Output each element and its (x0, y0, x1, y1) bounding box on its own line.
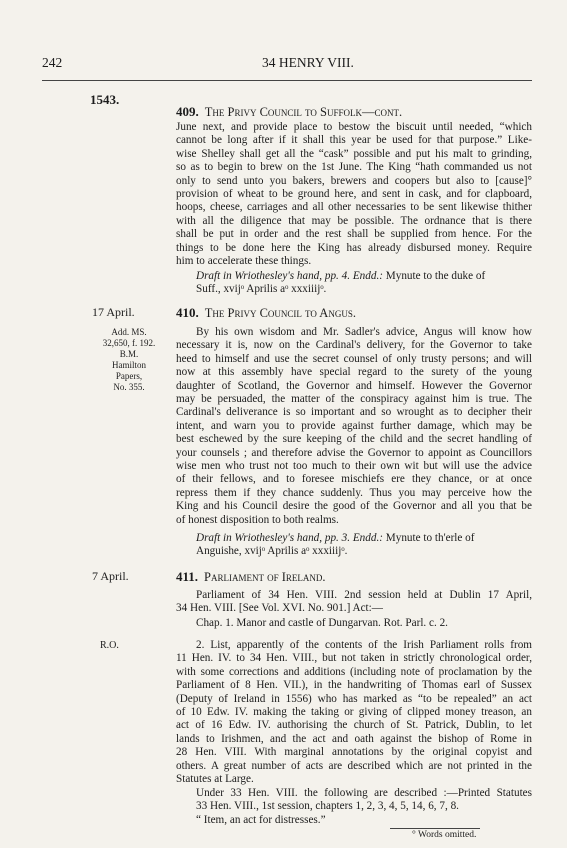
entry-410-heading (176, 305, 356, 321)
footnote-rule (390, 828, 480, 829)
year-label: 1543. (90, 92, 120, 107)
entry-409-draft-note: Draft in Wriothesley's hand, pp. 4. Endd.: Mynute to the duke of Suff., xvijᵒ Aprilis aᵒ xxxiiijᵒ. (196, 270, 486, 296)
entry-409-heading (176, 104, 402, 120)
entry-number: 409. (176, 104, 199, 119)
entry-411-intro: Parliament of 34 Hen. VIII. 2nd session held at Dublin 17 April, 34 Hen. VIII. [See Vol. XVI. No. 901.] Act:— (176, 589, 532, 615)
entry-411-date: 7 April. (92, 569, 129, 583)
entry-title: The Privy Council to Angus. (204, 306, 356, 320)
page-number: 242 (42, 55, 63, 70)
entry-411-list: 2. List, apparently of the contents of the Irish Parliament rolls from 11 Hen. IV. to 34 Hen. VIII., but not taken in strictly chronological order, with some corrections and additions (including note of proclamation by the Parliament of 8 Hen. VII.), in the handwriting of Thomas earl of Sussex (Deputy of Ireland in 1556) who has marked as “to be repealed” an act of 10 Edw. IV. making the taking or giving of clipped money treason, an act of 16 Edw. IV. authorising the church of St. Patrick, Dublin, to let lands to Irishmen, and the act and oath against the bishop of Rome in 28 Hen. VIII. With marginal annotations by the original copyist and others. A great number of acts are described which are not printed in the Statutes at Large. (176, 639, 532, 786)
header-rule (42, 80, 532, 81)
entry-409-body: June next, and provide place to bestow the biscuit until needed, “which cannot be long after if it shall this year be used for that purpose.” Like- wise Shelley shall get all the “cask” possible and put his malt to grinding, so as to begin to brew on the 1st June. The King “hath commanded us not only to send unto you bakers, brewers and coopers but also to [cause]° provision of wheat to be ground here, and sent in cask, and for clapboard, hoops, cheese, carriages and all other necessaries to be sent likewise thither with all the diligence that may be possible. The ordnance that is there shall be put in order and the rest shall be supplied from hence. For the things to be done here the King has already disbursed money. Require him to accelerate these things. (176, 121, 532, 268)
entry-411-ro: R.O. (100, 640, 119, 651)
running-title: 34 HENRY VIII. (262, 55, 354, 70)
entry-410-draft-note: Draft in Wriothesley's hand, pp. 3. Endd.: Mynute to th'erle of Anguishe, xvijᵒ Aprilis aᵒ xxxiiijᵒ. (196, 532, 475, 558)
entry-411-under: Under 33 Hen. VIII. the following are described :—Printed Statutes 33 Hen. VIII., 1st session, chapters 1, 2, 3, 4, 5, 14, 6, 7, 8. “ Item, an act for distresses.” (196, 787, 532, 826)
entry-411-heading (176, 569, 326, 585)
entry-number: 411. (176, 569, 199, 584)
entry-410-source: Add. MS. 32,650, f. 192. B.M. Hamilton Papers, No. 355. (102, 327, 156, 392)
entry-411-chap: Chap. 1. Manor and castle of Dungarvan. Rot. Parl. c. 2. (196, 617, 448, 629)
entry-410-date: 17 April. (92, 305, 135, 319)
entry-title: Parliament of Ireland. (204, 570, 326, 584)
entry-title: The Privy Council to Suffolk—cont. (204, 105, 403, 119)
entry-410-body: By his own wisdom and Mr. Sadler's advice, Angus will know how necessary it is, now on the Cardinal's delivery, for the Governor to take heed to himself and use the secret counsel of only trusty persons; and will now at this assembly have special regard to the surety of the young daughter of Scotland, the Governor and himself. However the Governor may be persuaded, the matter of the conspiracy against him is true. The Cardinal's deliverance is so important and so wrought as to decipher their intent, and warn you to provide against further damage, which may be best eschewed by the sure keeping of the child and the secret handling of your counsels ; and therefore advise the Governor to appoint as Councillors wise men who trust not too much to their own wit but will use the advice of their fellows, and to foresee mischiefs ere they chance, or at once repress them if they chance suddenly. Thus you may perceive how the King and his Council desire the good of the Governor and all you that be of honest disposition to both realms. (176, 326, 532, 526)
entry-number: 410. (176, 305, 199, 320)
footnote: ° Words omitted. (412, 830, 477, 840)
